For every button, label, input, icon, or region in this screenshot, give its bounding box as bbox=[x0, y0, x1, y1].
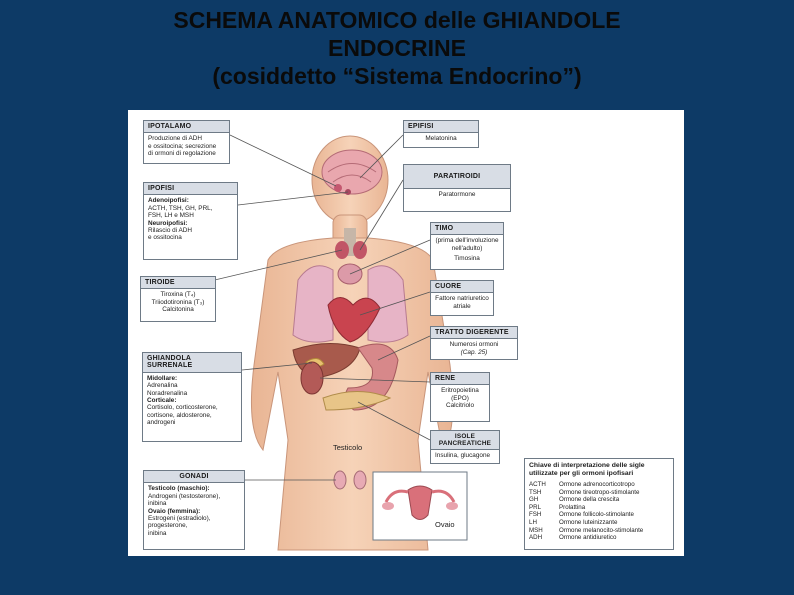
box-line: Noradrenalina bbox=[147, 389, 188, 397]
box-header: TIROIDE bbox=[141, 277, 215, 289]
box-cuore bbox=[430, 280, 494, 316]
box-line: Melatonina bbox=[425, 135, 457, 143]
box-line: ACTH, TSH, GH, PRL, bbox=[148, 204, 213, 212]
key-desc: Prolattina bbox=[559, 503, 586, 511]
key-abbr: MSH bbox=[529, 526, 543, 534]
box-line: (prima dell'involuzione bbox=[435, 237, 499, 245]
box-header: CUORE bbox=[431, 281, 493, 293]
abbreviation-key bbox=[524, 458, 674, 550]
kidney-illustration bbox=[301, 362, 323, 394]
key-row bbox=[529, 496, 669, 504]
box-line: inibina bbox=[148, 529, 167, 537]
testis-right-illustration bbox=[354, 471, 366, 489]
box-line: e ossitocina bbox=[148, 234, 182, 242]
key-desc: Ormone della crescita bbox=[559, 496, 620, 504]
key-abbr: LH bbox=[529, 518, 537, 526]
box-tiroide bbox=[140, 276, 216, 322]
box-header: ISOLE PANCREATICHE bbox=[431, 431, 499, 450]
box-isole-pancreatiche bbox=[430, 430, 500, 464]
box-line: Timosina bbox=[454, 255, 480, 263]
title-line-1: SCHEMA ANATOMICO delle GHIANDOLE bbox=[173, 7, 621, 33]
box-line: Estrogeni (estradiolo), bbox=[148, 515, 211, 523]
key-row bbox=[529, 519, 669, 527]
key-desc: Ormone luteinizzante bbox=[559, 518, 618, 526]
key-desc: Ormone follicolo-stimolante bbox=[559, 511, 634, 519]
key-title: Chiave di interpretazione delle sigle utilizzate per gli ormoni ipofisari bbox=[529, 462, 645, 477]
key-row bbox=[529, 534, 669, 542]
key-abbr: GH bbox=[529, 496, 539, 504]
box-ipotalamo bbox=[143, 120, 230, 164]
box-line: Testicolo (maschio): bbox=[148, 485, 210, 493]
key-row bbox=[529, 489, 669, 497]
box-line: Midollare: bbox=[147, 374, 178, 382]
box-line: FSH, LH e MSH bbox=[148, 212, 194, 220]
key-abbr: TSH bbox=[529, 488, 542, 496]
box-line: e ossitocina; secrezione bbox=[148, 142, 217, 150]
box-header: GONADI bbox=[144, 471, 244, 483]
key-row bbox=[529, 511, 669, 519]
box-header: TRATTO DIGERENTE bbox=[431, 327, 517, 339]
key-desc: Ormone antidiuretico bbox=[559, 534, 617, 542]
box-line: Fattore natriuretico bbox=[435, 295, 489, 303]
box-line: Androgeni (testosterone), bbox=[148, 492, 221, 500]
key-abbr: PRL bbox=[529, 503, 542, 511]
box-line: Triiodotironina (T₃) bbox=[151, 298, 205, 306]
box-paratiroidi bbox=[403, 164, 511, 212]
box-line: Insulina, glucagone bbox=[435, 452, 491, 459]
ovary-illustration bbox=[373, 472, 467, 540]
box-line: Paratormone bbox=[438, 191, 476, 199]
box-line: Corticale: bbox=[147, 397, 177, 405]
key-row bbox=[529, 504, 669, 512]
box-line: cortisone, aldosterone, bbox=[147, 411, 212, 419]
box-line: Cortisolo, corticosterone, bbox=[147, 404, 218, 412]
box-surrenale bbox=[142, 352, 242, 442]
title-line-3: (cosiddetto “Sistema Endocrino”) bbox=[212, 63, 582, 89]
key-desc: Ormone adrenocorticotropo bbox=[559, 481, 635, 488]
box-line: progesterone, bbox=[148, 522, 188, 530]
box-line: Tiroxina (T₄) bbox=[160, 291, 196, 299]
box-header: EPIFISI bbox=[404, 121, 478, 133]
box-line: Calcitonina bbox=[162, 306, 194, 314]
box-tratto-digerente bbox=[430, 326, 518, 360]
box-line: Adrenalina bbox=[147, 382, 178, 390]
box-line: Neuroipofisi: bbox=[148, 219, 188, 227]
label-ovaio: Ovaio bbox=[435, 520, 455, 529]
box-header: IPOTALAMO bbox=[144, 121, 229, 133]
box-header: GHIANDOLA SURRENALE bbox=[143, 353, 241, 373]
box-line: Eritropoietina bbox=[441, 387, 479, 395]
box-line: nell'adulto) bbox=[451, 244, 483, 252]
key-abbr: ACTH bbox=[529, 481, 546, 488]
box-line: (EPO) bbox=[451, 394, 469, 402]
box-line: Calcitriolo bbox=[445, 402, 475, 410]
box-header: RENE bbox=[431, 373, 489, 385]
box-epifisi bbox=[403, 120, 479, 148]
box-header: IPOFISI bbox=[144, 183, 237, 195]
box-line: Adenoipofisi: bbox=[148, 197, 189, 205]
key-desc: Ormone tireotropo-stimolante bbox=[559, 488, 640, 496]
box-line: Ovaio (femmina): bbox=[148, 507, 201, 515]
box-line: Produzione di ADH bbox=[148, 135, 202, 143]
box-line: androgeni bbox=[147, 419, 176, 427]
label-testicolo: Testicolo bbox=[333, 443, 363, 452]
brain-illustration bbox=[322, 150, 382, 195]
box-header: TIMO bbox=[431, 223, 503, 235]
box-header: PARATIROIDI bbox=[404, 165, 510, 189]
box-rene bbox=[430, 372, 490, 422]
box-ipofisi bbox=[143, 182, 238, 260]
title-line-2: ENDOCRINE bbox=[327, 35, 466, 61]
box-gonadi bbox=[143, 470, 245, 550]
box-line: inibina bbox=[148, 500, 167, 508]
key-row bbox=[529, 481, 669, 489]
key-abbr: ADH bbox=[529, 534, 543, 542]
box-timo bbox=[430, 222, 504, 270]
box-line: atriale bbox=[453, 302, 471, 310]
anatomy-figure bbox=[128, 110, 684, 556]
box-line: (Cap. 25) bbox=[460, 348, 488, 356]
key-desc: Ormone melanocito-stimolante bbox=[559, 526, 644, 534]
box-line: di ormoni di regolazione bbox=[148, 150, 216, 158]
box-line: Rilascio di ADH bbox=[148, 227, 193, 235]
key-abbr: FSH bbox=[529, 511, 542, 519]
key-row bbox=[529, 527, 669, 535]
slide-title bbox=[0, 6, 794, 90]
box-line: Numerosi ormoni bbox=[449, 341, 499, 349]
